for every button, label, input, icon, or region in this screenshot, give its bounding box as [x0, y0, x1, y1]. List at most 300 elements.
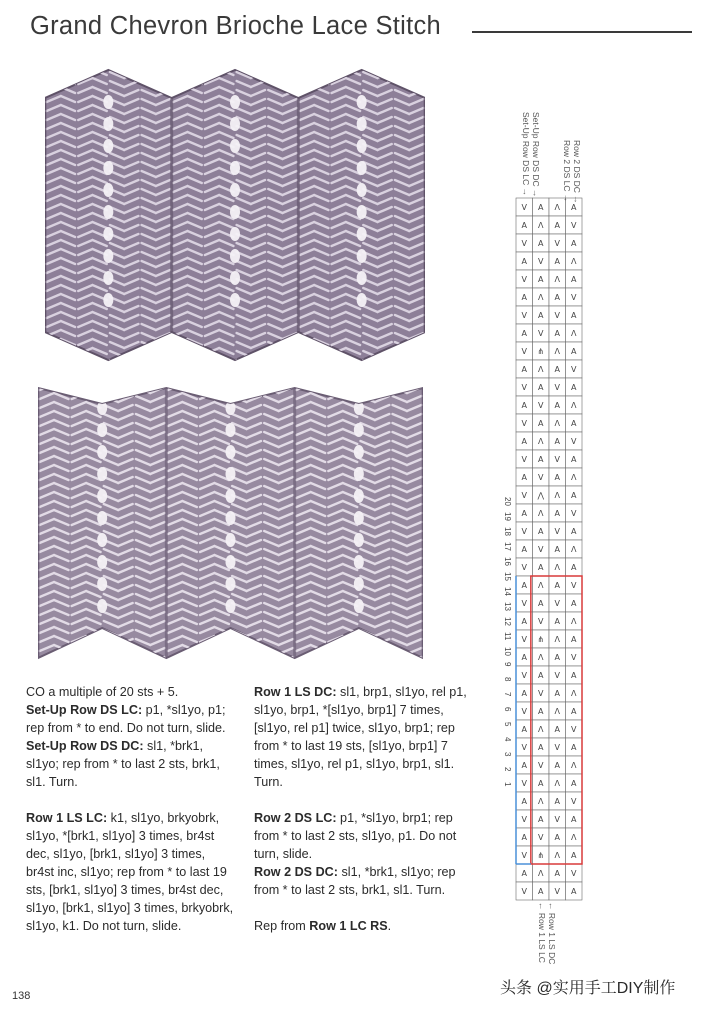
- chart-row-number: 10: [503, 647, 512, 656]
- row1-dc-label: Row 1 LS DC:: [254, 685, 337, 699]
- chart-cell: [566, 846, 583, 864]
- svg-text:A: A: [538, 455, 544, 464]
- svg-text:V: V: [538, 401, 544, 410]
- chart-cell: [549, 432, 566, 450]
- chart-cell: [566, 252, 583, 270]
- svg-text:A: A: [571, 887, 577, 896]
- svg-text:V: V: [538, 689, 544, 698]
- row1-lc-text: k1, sl1yo, brkyobrk, sl1yo, *[brk1, sl1yo] 3 times, br4st dec, sl1yo, [brk1, sl1yo] 3 times, br4st inc, sl1yo; rep from * to last 19 sts, [brk1, sl1yo] 3 times, br4st dec, sl1yo, [brk1, sl1yo] 3 times, brkyobrk, sl1yo, k1. Do not turn, slide.: [26, 811, 234, 933]
- chart-cell: [549, 324, 566, 342]
- chart-cell: [533, 792, 550, 810]
- chart-cell: [533, 810, 550, 828]
- chart-cell: [533, 486, 550, 504]
- svg-text:A: A: [571, 851, 577, 860]
- svg-text:Ʌ: Ʌ: [554, 203, 560, 212]
- chart-cell: [566, 738, 583, 756]
- chart-cell: [516, 306, 533, 324]
- chart-cell: [533, 522, 550, 540]
- chart-cell: [566, 378, 583, 396]
- svg-text:A: A: [571, 815, 577, 824]
- instruction-paragraph: [26, 683, 236, 791]
- svg-text:V: V: [521, 275, 527, 284]
- row1-lc-label: Row 1 LS LC:: [26, 811, 108, 825]
- chart-cell: [516, 270, 533, 288]
- svg-text:V: V: [571, 437, 577, 446]
- chart-row-number: 1: [503, 782, 512, 787]
- chart-cell: [516, 198, 533, 216]
- svg-text:A: A: [521, 761, 527, 770]
- chart-row-number: 19: [503, 512, 512, 521]
- svg-text:V: V: [521, 239, 527, 248]
- chart-cell: [549, 216, 566, 234]
- chart-cell: [549, 486, 566, 504]
- chart-cell: [533, 738, 550, 756]
- chart-cell: [533, 216, 550, 234]
- svg-text:Ʌ: Ʌ: [538, 437, 544, 446]
- chart-cell: [566, 234, 583, 252]
- repeat-suffix: .: [387, 919, 392, 933]
- chart-cell: [549, 378, 566, 396]
- svg-text:A: A: [554, 797, 560, 806]
- svg-text:V: V: [554, 599, 560, 608]
- title-rule: [472, 31, 692, 33]
- chart-cell: [516, 720, 533, 738]
- chart-cell: [533, 234, 550, 252]
- svg-text:A: A: [571, 419, 577, 428]
- svg-text:V: V: [554, 311, 560, 320]
- svg-text:A: A: [554, 293, 560, 302]
- svg-text:A: A: [521, 581, 527, 590]
- svg-text:V: V: [521, 527, 527, 536]
- knit-fabric: [38, 368, 423, 668]
- svg-text:A: A: [521, 257, 527, 266]
- chart-cell: [533, 846, 550, 864]
- svg-text:V: V: [521, 887, 527, 896]
- svg-text:⋔: ⋔: [537, 347, 545, 356]
- chart-cell: [549, 648, 566, 666]
- chart-cell: [549, 288, 566, 306]
- chart-cell: [566, 792, 583, 810]
- chart-cell: [566, 540, 583, 558]
- setup-lc-text: p1, *sl1yo, p1; rep from * to end. Do not turn, slide.: [26, 703, 226, 735]
- chart-cell: [516, 594, 533, 612]
- svg-text:V: V: [554, 743, 560, 752]
- repeat-bold: Row 1 LC RS: [309, 919, 388, 933]
- svg-text:A: A: [538, 743, 544, 752]
- chart-cell: [566, 486, 583, 504]
- svg-text:A: A: [538, 671, 544, 680]
- chart-cell: [549, 450, 566, 468]
- chart-cell: [533, 612, 550, 630]
- chart-cell: [549, 828, 566, 846]
- chart-cell: [533, 864, 550, 882]
- svg-text:V: V: [571, 653, 577, 662]
- chart-cell: [566, 288, 583, 306]
- svg-text:A: A: [521, 725, 527, 734]
- chart-cell: [566, 342, 583, 360]
- svg-text:V: V: [521, 671, 527, 680]
- chart-cell: [533, 756, 550, 774]
- svg-text:A: A: [521, 473, 527, 482]
- chart-cell: [533, 468, 550, 486]
- svg-text:A: A: [571, 383, 577, 392]
- chart-cell: [516, 504, 533, 522]
- svg-text:A: A: [538, 599, 544, 608]
- svg-text:V: V: [571, 725, 577, 734]
- svg-text:A: A: [538, 383, 544, 392]
- chart-cell: [549, 234, 566, 252]
- svg-text:A: A: [521, 545, 527, 554]
- watermark-text: 头条 @实用手工DIY制作: [500, 980, 676, 997]
- svg-text:V: V: [521, 815, 527, 824]
- svg-text:A: A: [554, 329, 560, 338]
- chart-row-number: 12: [503, 617, 512, 626]
- svg-text:A: A: [571, 743, 577, 752]
- chart-cell: [516, 288, 533, 306]
- svg-text:V: V: [521, 311, 527, 320]
- instructions-left-column: [26, 683, 236, 953]
- svg-text:V: V: [554, 239, 560, 248]
- svg-text:A: A: [538, 707, 544, 716]
- chart-cell: [566, 882, 583, 900]
- knit-fabric: [45, 62, 425, 362]
- svg-text:A: A: [554, 833, 560, 842]
- chart-cell: [533, 504, 550, 522]
- svg-text:A: A: [554, 653, 560, 662]
- chart-cell: [516, 558, 533, 576]
- svg-text:Ʌ: Ʌ: [538, 221, 544, 230]
- svg-text:Ʌ: Ʌ: [554, 347, 560, 356]
- svg-text:V: V: [571, 293, 577, 302]
- chart-cell: [566, 666, 583, 684]
- instructions-right-column: [254, 683, 469, 953]
- chart-label-row2-dc: Row 2 DS DC →: [572, 140, 582, 204]
- svg-text:V: V: [521, 707, 527, 716]
- repeat-prefix: Rep from: [254, 919, 310, 933]
- chart-cell: [516, 774, 533, 792]
- chart-row-number: 7: [503, 692, 512, 697]
- svg-text:Ʌ: Ʌ: [554, 563, 560, 572]
- svg-text:V: V: [521, 563, 527, 572]
- chart-cell: [566, 702, 583, 720]
- svg-text:V: V: [521, 203, 527, 212]
- chart-cell: [516, 864, 533, 882]
- svg-text:A: A: [538, 779, 544, 788]
- chart-cell: [566, 558, 583, 576]
- chart-cell: [516, 684, 533, 702]
- chart-label-row1-lc: ← Row 1 LS LC: [537, 902, 547, 963]
- chart-cell: [566, 612, 583, 630]
- chart-cell: [516, 360, 533, 378]
- svg-text:A: A: [538, 815, 544, 824]
- svg-text:A: A: [521, 869, 527, 878]
- svg-text:A: A: [538, 275, 544, 284]
- chart-cell: [516, 576, 533, 594]
- svg-text:A: A: [538, 527, 544, 536]
- chart-cell: [516, 756, 533, 774]
- chart-cell: [566, 396, 583, 414]
- svg-text:V: V: [521, 491, 527, 500]
- svg-text:A: A: [521, 221, 527, 230]
- svg-text:Ʌ: Ʌ: [538, 509, 544, 518]
- svg-text:A: A: [571, 311, 577, 320]
- svg-text:A: A: [521, 293, 527, 302]
- chart-cell: [566, 594, 583, 612]
- swatch-photo-top: [45, 62, 425, 362]
- chart-cell: [566, 324, 583, 342]
- chart-cell: [549, 846, 566, 864]
- chart-cell: [516, 612, 533, 630]
- chart-cell: [549, 612, 566, 630]
- chart-row-number: 5: [503, 722, 512, 727]
- svg-text:V: V: [521, 851, 527, 860]
- chart-row-number: 16: [503, 557, 512, 566]
- svg-text:A: A: [571, 203, 577, 212]
- svg-text:⋔: ⋔: [537, 851, 545, 860]
- chart-cell: [533, 576, 550, 594]
- svg-text:A: A: [554, 617, 560, 626]
- instruction-paragraph: [254, 809, 469, 899]
- instruction-paragraph: [254, 917, 469, 935]
- chart-row-number: 15: [503, 572, 512, 581]
- chart-cell: [533, 270, 550, 288]
- chart-cell: [516, 738, 533, 756]
- svg-text:V: V: [521, 419, 527, 428]
- chart-cell: [566, 630, 583, 648]
- chart-cell: [516, 792, 533, 810]
- chart-cell: [549, 630, 566, 648]
- chart-cell: [533, 774, 550, 792]
- chart-label-row1-dc: ← Row 1 LS DC: [547, 902, 557, 965]
- svg-text:Ʌ: Ʌ: [538, 365, 544, 374]
- svg-text:Ʌ: Ʌ: [571, 257, 577, 266]
- svg-text:A: A: [538, 563, 544, 572]
- chart-cell: [566, 270, 583, 288]
- chart-cell: [566, 810, 583, 828]
- chart-cell: [566, 216, 583, 234]
- chart-cell: [516, 396, 533, 414]
- chart-row-number: 11: [503, 632, 512, 641]
- svg-text:Ʌ: Ʌ: [554, 275, 560, 284]
- chart-row-number: 9: [503, 662, 512, 667]
- chart-row-number: 8: [503, 677, 512, 682]
- svg-text:Ʌ: Ʌ: [571, 545, 577, 554]
- chart-cell: [533, 198, 550, 216]
- page-title: Grand Chevron Brioche Lace Stitch: [30, 12, 442, 40]
- svg-text:Ʌ: Ʌ: [571, 401, 577, 410]
- instruction-paragraph: [254, 683, 469, 791]
- chart-row-number: 2: [503, 767, 512, 772]
- svg-text:A: A: [538, 419, 544, 428]
- svg-text:A: A: [521, 437, 527, 446]
- chart-cell: [566, 450, 583, 468]
- chart-cell: [533, 432, 550, 450]
- svg-text:V: V: [571, 365, 577, 374]
- svg-text:A: A: [554, 257, 560, 266]
- svg-text:A: A: [571, 527, 577, 536]
- chart-cell: [533, 378, 550, 396]
- svg-text:A: A: [538, 887, 544, 896]
- chart-label-row2-lc: Row 2 DS LC →: [562, 140, 572, 203]
- chart-cell: [566, 522, 583, 540]
- chart-cell: [516, 666, 533, 684]
- svg-text:A: A: [521, 797, 527, 806]
- svg-text:A: A: [521, 689, 527, 698]
- chart-cell: [516, 648, 533, 666]
- svg-text:Ʌ: Ʌ: [571, 833, 577, 842]
- chart-cell: [516, 702, 533, 720]
- svg-text:A: A: [554, 689, 560, 698]
- svg-text:Ʌ: Ʌ: [538, 725, 544, 734]
- chart-cell: [516, 432, 533, 450]
- setup-dc-label: Set-Up Row DS DC:: [26, 739, 144, 753]
- chart-cell: [566, 648, 583, 666]
- svg-text:A: A: [521, 509, 527, 518]
- swatch-photo-bottom: [38, 368, 423, 668]
- chart-cell: [516, 846, 533, 864]
- chart-cell: [516, 522, 533, 540]
- svg-text:A: A: [554, 545, 560, 554]
- svg-text:A: A: [554, 581, 560, 590]
- chart-cell: [516, 324, 533, 342]
- chart-cell: [516, 486, 533, 504]
- svg-text:A: A: [554, 869, 560, 878]
- chart-cell: [516, 378, 533, 396]
- chart-cell: [566, 432, 583, 450]
- chart-row-number: 18: [503, 527, 512, 536]
- chart-cell: [566, 864, 583, 882]
- chart-cell: [533, 666, 550, 684]
- chart-cell: [549, 504, 566, 522]
- chart-cell: [533, 252, 550, 270]
- chart-cell: [533, 396, 550, 414]
- svg-text:A: A: [571, 347, 577, 356]
- svg-text:A: A: [521, 653, 527, 662]
- chart-cell: [549, 306, 566, 324]
- chart-cell: [549, 558, 566, 576]
- chart-cell: [533, 702, 550, 720]
- chart-cell: [549, 576, 566, 594]
- setup-dc-text: sl1, *brk1, sl1yo; rep from * to last 2 sts, brk1, sl1. Turn.: [26, 739, 220, 789]
- svg-text:A: A: [554, 401, 560, 410]
- svg-text:A: A: [571, 599, 577, 608]
- svg-text:A: A: [538, 203, 544, 212]
- chart-label-setup-dc: Set-Up Row DS DC →: [531, 112, 541, 198]
- svg-text:Ʌ: Ʌ: [554, 635, 560, 644]
- chart-cell: [549, 810, 566, 828]
- svg-text:V: V: [571, 797, 577, 806]
- chart-cell: [516, 828, 533, 846]
- chart-cell: [549, 720, 566, 738]
- setup-lc-label: Set-Up Row DS LC:: [26, 703, 143, 717]
- svg-text:Ʌ: Ʌ: [554, 779, 560, 788]
- row2-dc-label: Row 2 DS DC:: [254, 865, 338, 879]
- chart-cell: [566, 828, 583, 846]
- svg-text:A: A: [571, 491, 577, 500]
- svg-text:V: V: [538, 545, 544, 554]
- chart-cell: [533, 360, 550, 378]
- chart-label-setup-lc: Set-Up Row DS LC →: [521, 112, 531, 197]
- chart-cell: [566, 360, 583, 378]
- svg-text:V: V: [538, 833, 544, 842]
- chart-cell: [516, 450, 533, 468]
- svg-text:⋔: ⋔: [537, 635, 545, 644]
- chart-cell: [549, 738, 566, 756]
- svg-text:A: A: [571, 707, 577, 716]
- chart-cell: [533, 684, 550, 702]
- svg-text:V: V: [521, 779, 527, 788]
- chart-cell: [549, 774, 566, 792]
- svg-text:⋀: ⋀: [537, 491, 545, 500]
- chart-row-number: 6: [503, 707, 512, 712]
- svg-text:Ʌ: Ʌ: [571, 473, 577, 482]
- svg-text:V: V: [554, 527, 560, 536]
- chart-row-number: 13: [503, 602, 512, 611]
- chart-cell: [516, 630, 533, 648]
- chart-cell: [549, 594, 566, 612]
- chart-cell: [549, 468, 566, 486]
- row2-lc-label: Row 2 DS LC:: [254, 811, 337, 825]
- chart-cell: [549, 756, 566, 774]
- chart-cell: [549, 540, 566, 558]
- svg-text:V: V: [538, 761, 544, 770]
- svg-text:A: A: [554, 473, 560, 482]
- svg-text:V: V: [521, 635, 527, 644]
- svg-text:V: V: [554, 671, 560, 680]
- svg-text:Ʌ: Ʌ: [554, 851, 560, 860]
- chart-cell: [516, 342, 533, 360]
- svg-text:Ʌ: Ʌ: [571, 761, 577, 770]
- chart-cell: [533, 558, 550, 576]
- instruction-paragraph: [26, 809, 236, 935]
- svg-text:A: A: [554, 365, 560, 374]
- svg-text:Ʌ: Ʌ: [554, 419, 560, 428]
- chart-cell: [516, 414, 533, 432]
- svg-text:A: A: [571, 563, 577, 572]
- svg-text:V: V: [521, 383, 527, 392]
- svg-text:Ʌ: Ʌ: [554, 491, 560, 500]
- chart-row-number: 20: [503, 497, 512, 506]
- svg-text:A: A: [554, 221, 560, 230]
- svg-text:V: V: [521, 743, 527, 752]
- chart-row-number: 3: [503, 752, 512, 757]
- svg-text:A: A: [538, 239, 544, 248]
- chart-cell: [533, 594, 550, 612]
- chart-cell: [549, 270, 566, 288]
- chart-cell: [533, 342, 550, 360]
- row1-dc-text: sl1, brp1, sl1yo, rel p1, sl1yo, brp1, *[sl1yo, brp1] 7 times, [sl1yo, rel p1] twice, sl1yo, brp1; rep from * to last 19 sts, [sl1yo, brp1] 7 times, sl1yo, rel p1, sl1yo, brp1, sl1. Turn.: [254, 685, 467, 789]
- svg-text:V: V: [538, 329, 544, 338]
- chart-cell: [516, 810, 533, 828]
- cast-on-text: CO a multiple of 20 sts + 5.: [26, 685, 179, 699]
- chart-cell: [533, 648, 550, 666]
- svg-text:V: V: [538, 617, 544, 626]
- svg-text:A: A: [538, 311, 544, 320]
- page-number: 138: [12, 990, 31, 1002]
- svg-text:Ʌ: Ʌ: [538, 869, 544, 878]
- chart-cell: [566, 576, 583, 594]
- svg-text:A: A: [521, 401, 527, 410]
- chart-cell: [516, 882, 533, 900]
- svg-text:A: A: [571, 275, 577, 284]
- chart-cell: [516, 468, 533, 486]
- chart-cell: [533, 414, 550, 432]
- svg-text:A: A: [554, 509, 560, 518]
- svg-text:V: V: [571, 581, 577, 590]
- chart-cell: [566, 720, 583, 738]
- row2-lc-text: p1, *sl1yo, brp1; rep from * to last 2 sts, sl1yo, p1. Do not turn, slide.: [254, 811, 457, 861]
- svg-text:A: A: [554, 725, 560, 734]
